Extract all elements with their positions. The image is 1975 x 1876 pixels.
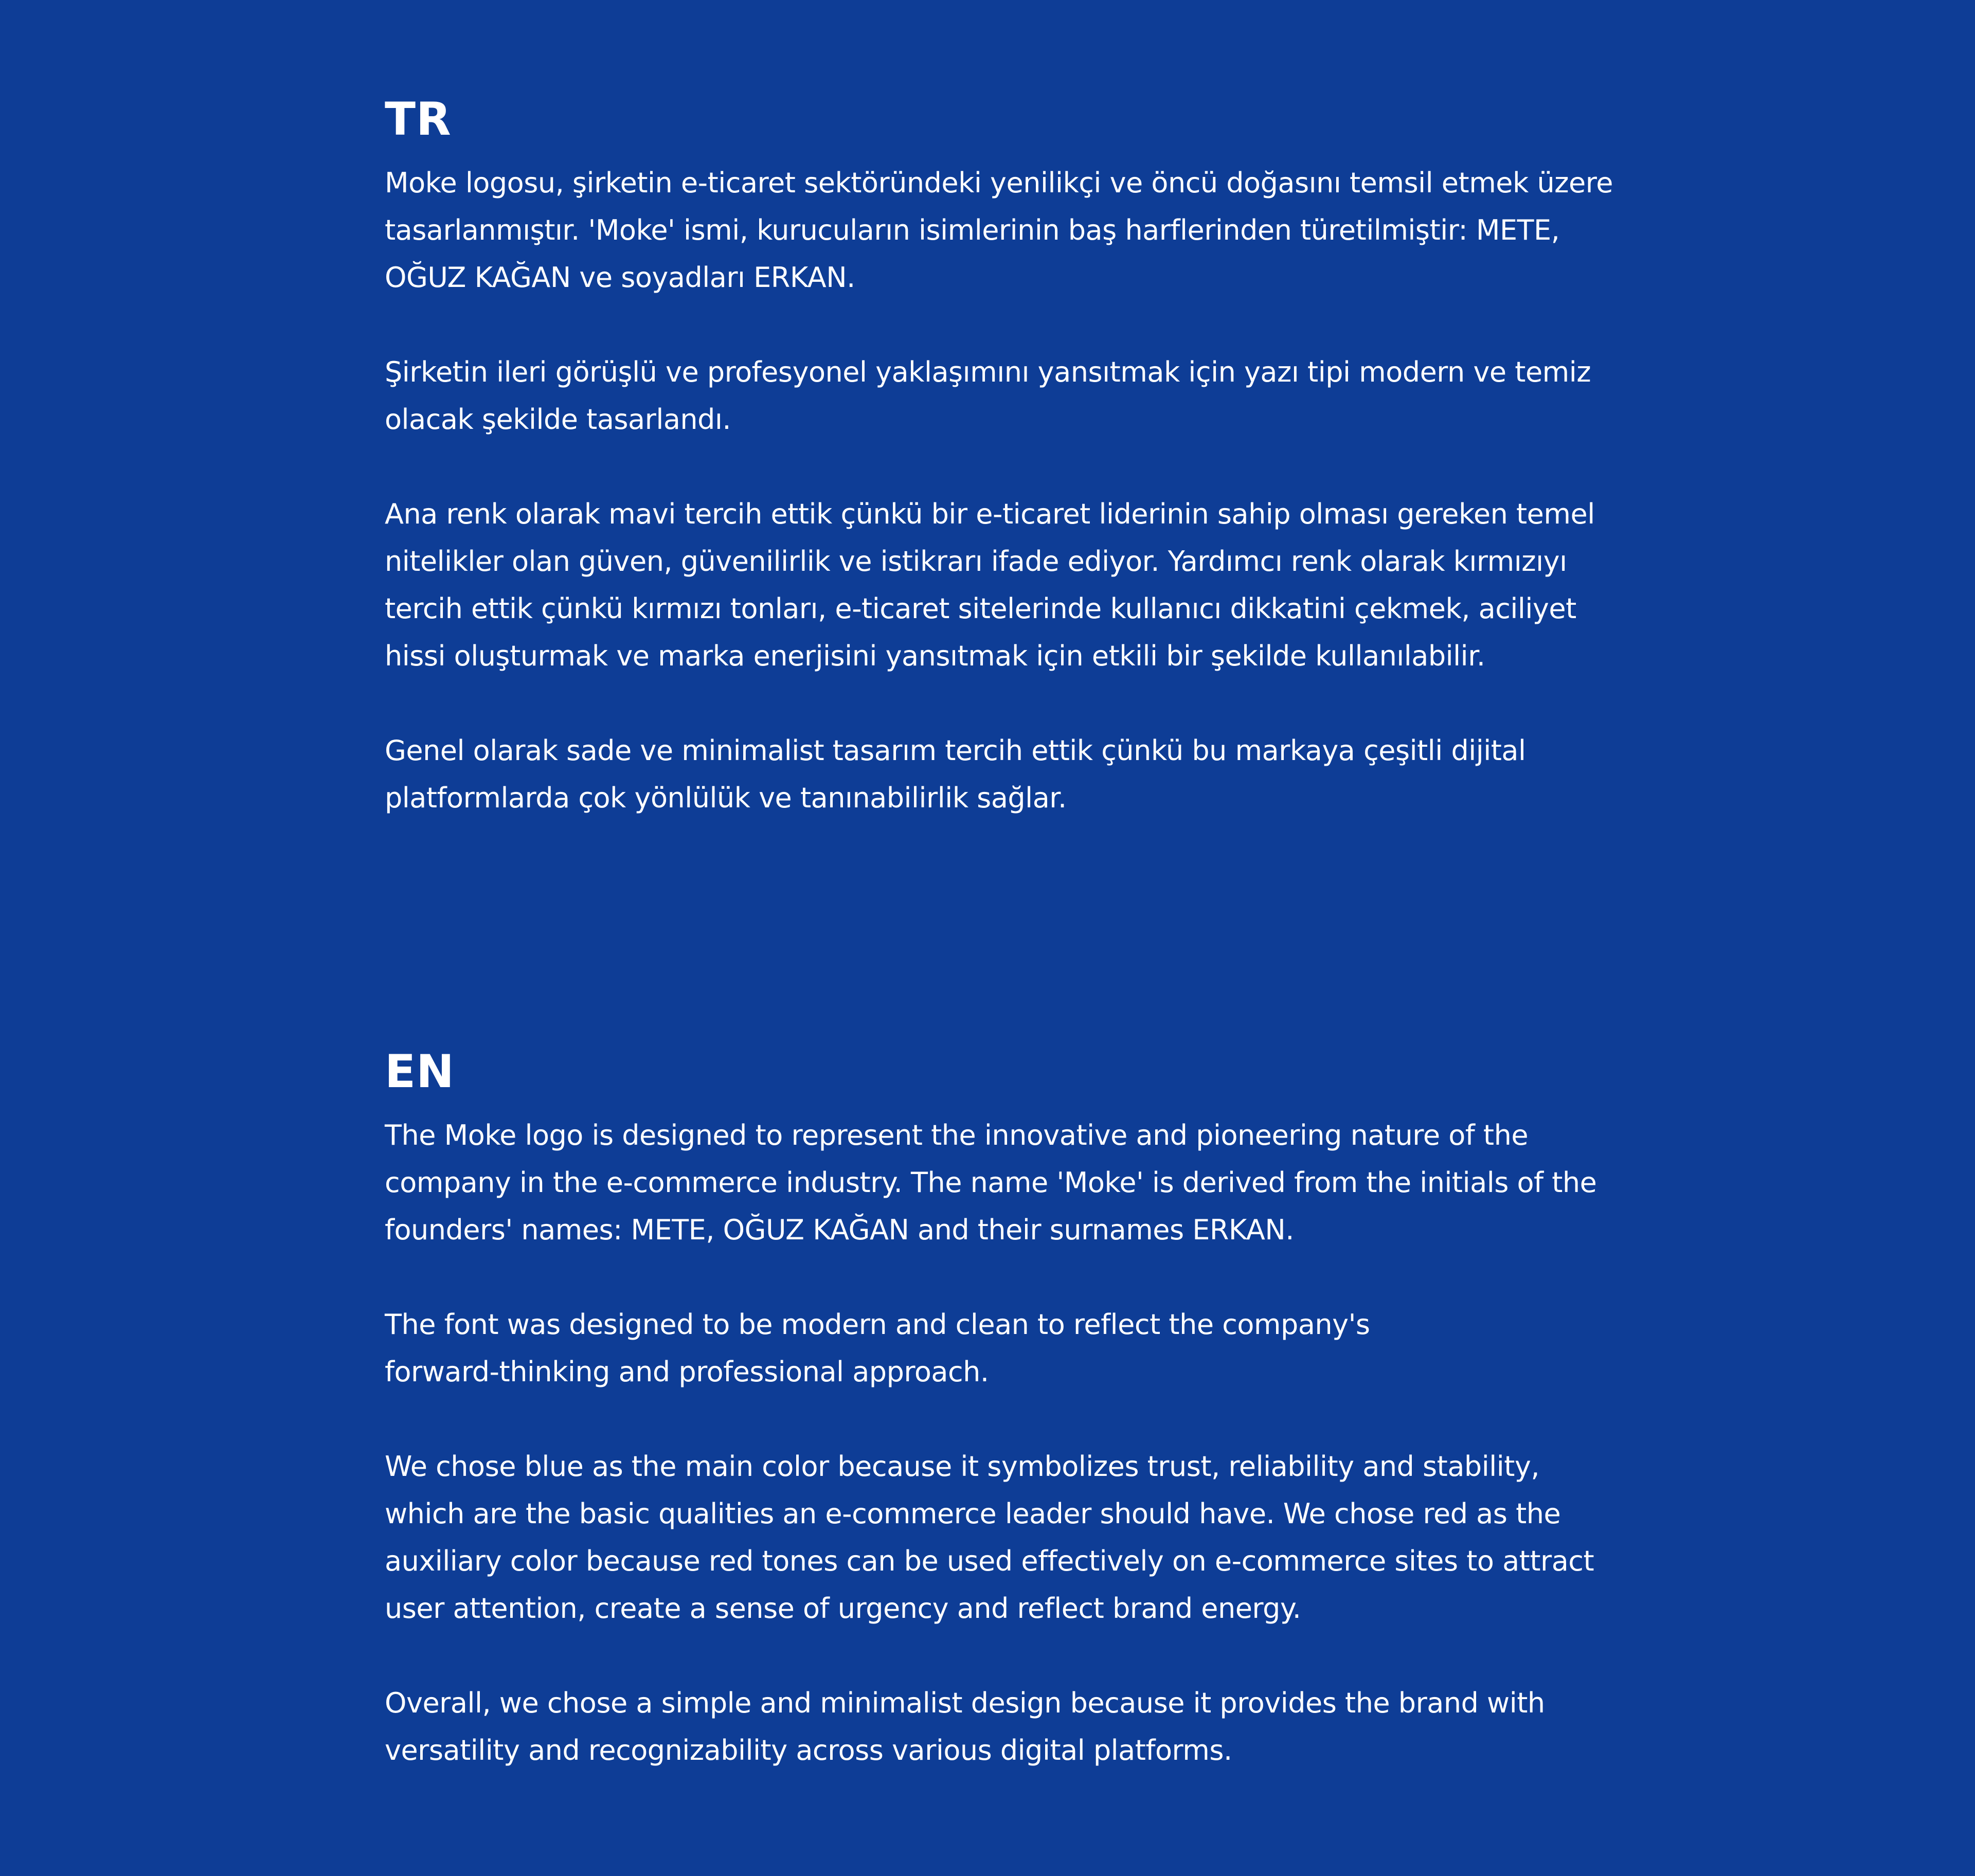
paragraph-en-4 <box>385 1680 1604 1774</box>
text-line: Genel olarak sade ve minimalist tasarım tercih ettik çünkü bu markaya çeşitli dijital <box>385 734 1526 767</box>
text-line: company in the e-commerce industry. The name 'Moke' is derived from the initials of the <box>385 1166 1597 1199</box>
heading-tr: TR <box>385 93 452 146</box>
text-line: founders' names: METE, OĞUZ KAĞAN and their surnames ERKAN. <box>385 1214 1294 1246</box>
text-line: hissi oluşturmak ve marka enerjisini yansıtmak için etkili bir şekilde kullanılabilir. <box>385 640 1485 672</box>
paragraph-en-1 <box>385 1112 1604 1254</box>
text-line: The Moke logo is designed to represent the innovative and pioneering nature of the <box>385 1119 1529 1151</box>
text-line: Ana renk olarak mavi tercih ettik çünkü bir e-ticaret liderinin sahip olması gereken temel <box>385 498 1595 530</box>
text-line: Moke logosu, şirketin e-ticaret sektöründeki yenilikçi ve öncü doğasını temsil etmek üzere <box>385 167 1613 199</box>
text-line: tasarlanmıştır. 'Moke' ismi, kurucuların isimlerinin baş harflerinden türetilmiştir: METE, <box>385 214 1560 246</box>
paragraph-tr-1 <box>385 159 1613 301</box>
text-line: Overall, we chose a simple and minimalist design because it provides the brand with <box>385 1687 1545 1719</box>
paragraph-tr-4 <box>385 727 1604 822</box>
text-line: OĞUZ KAĞAN ve soyadları ERKAN. <box>385 261 855 294</box>
paragraph-en-2 <box>385 1301 1604 1396</box>
text-line: The font was designed to be modern and clean to reflect the company's <box>385 1308 1370 1341</box>
text-line: nitelikler olan güven, güvenilirlik ve istikrarı ifade ediyor. Yardımcı renk olarak kırmızıyı <box>385 545 1567 578</box>
text-line: Şirketin ileri görüşlü ve profesyonel yaklaşımını yansıtmak için yazı tipi modern ve temiz <box>385 356 1591 388</box>
text-line: platformlarda çok yönlülük ve tanınabilirlik sağlar. <box>385 782 1067 814</box>
paragraph-tr-2 <box>385 349 1604 443</box>
paragraphs-tr <box>385 159 1613 822</box>
text-line: user attention, create a sense of urgency and reflect brand energy. <box>385 1592 1301 1625</box>
text-line: auxiliary color because red tones can be used effectively on e-commerce sites to attract <box>385 1545 1594 1577</box>
text-line: versatility and recognizability across various digital platforms. <box>385 1734 1232 1766</box>
text-line: olacak şekilde tasarlandı. <box>385 403 731 436</box>
text-line: We chose blue as the main color because it symbolizes trust, reliability and stability, <box>385 1450 1540 1483</box>
paragraph-en-3 <box>385 1443 1604 1632</box>
text-line: forward-thinking and professional approach. <box>385 1356 989 1388</box>
section-en <box>385 1043 1604 1774</box>
paragraphs-en <box>385 1112 1604 1774</box>
paragraph-tr-3 <box>385 491 1604 680</box>
text-line: which are the basic qualities an e-commerce leader should have. We chose red as the <box>385 1498 1561 1530</box>
text-line: tercih ettik çünkü kırmızı tonları, e-ticaret sitelerinde kullanıcı dikkatini çekmek, aciliyet <box>385 592 1576 625</box>
heading-en: EN <box>385 1045 455 1098</box>
section-tr <box>385 91 1613 822</box>
